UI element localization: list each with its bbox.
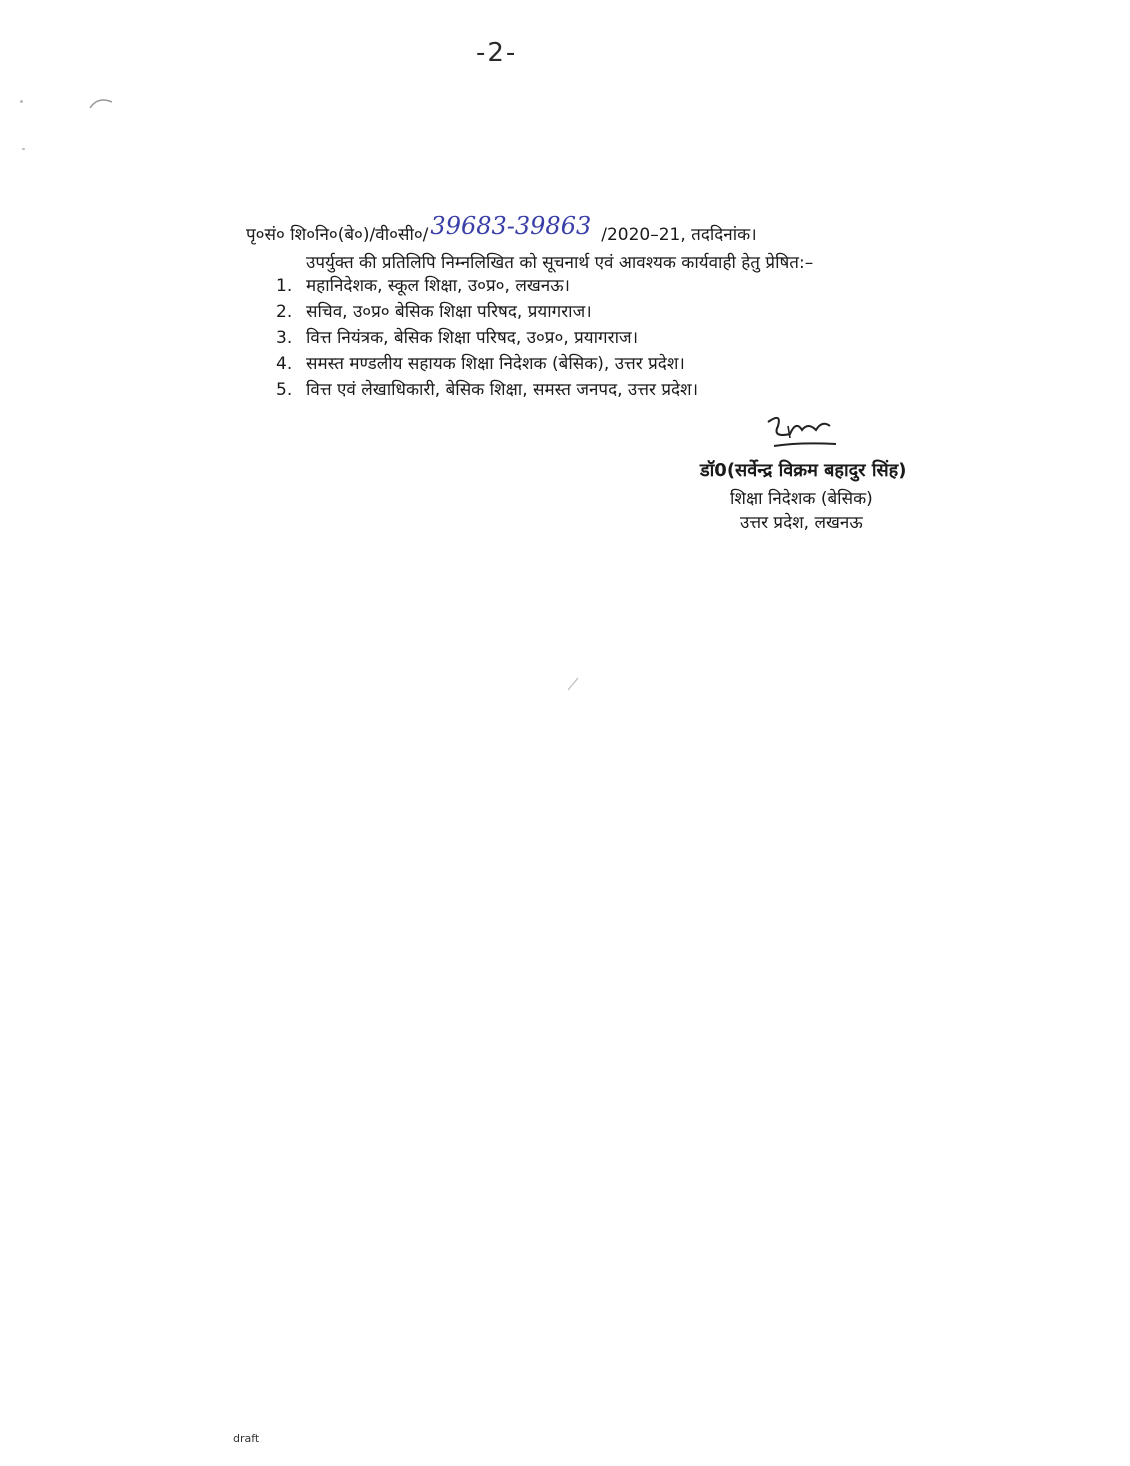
reference-suffix: /2020–21, तददिनांक।	[601, 225, 757, 245]
signatory-name: डॉ0(सर्वेन्द्र विक्रम बहादुर सिंह)	[700, 460, 907, 481]
footer-note: draft	[233, 1432, 260, 1445]
scan-stroke-mark	[566, 676, 580, 692]
list-item: 5. वित्त एवं लेखाधिकारी, बेसिक शिक्षा, समस्त जनपद, उत्तर प्रदेश।	[276, 380, 699, 400]
recipient-list	[276, 273, 698, 403]
page-number: -2-	[476, 38, 518, 68]
reference-line	[246, 212, 757, 246]
reference-prefix: पृ०सं० शि०नि०(बे०)/वी०सी०/	[246, 225, 429, 245]
list-item: 4. समस्त मण्डलीय सहायक शिक्षा निदेशक (बेसिक), उत्तर प्रदेश।	[276, 354, 685, 374]
signatory-location: उत्तर प्रदेश, लखनऊ	[740, 513, 863, 533]
scan-speck	[20, 100, 23, 103]
list-item: 3. वित्त नियंत्रक, बेसिक शिक्षा परिषद, उ०प्र०, प्रयागराज।	[276, 328, 639, 348]
list-item: 1. महानिदेशक, स्कूल शिक्षा, उ०प्र०, लखनऊ।	[276, 276, 570, 296]
handwritten-signature	[760, 408, 840, 450]
signatory-designation: शिक्षा निदेशक (बेसिक)	[730, 489, 873, 509]
scan-curve-mark	[88, 96, 114, 110]
scan-speck	[22, 148, 25, 150]
list-item: 2. सचिव, उ०प्र० बेसिक शिक्षा परिषद, प्रयागराज।	[276, 302, 592, 322]
intro-text: उपर्युक्त की प्रतिलिपि निम्नलिखित को सूचनार्थ एवं आवश्यक कार्यवाही हेतु प्रेषित:–	[306, 253, 814, 273]
handwritten-dispatch-number: 39683-39863	[430, 212, 592, 240]
